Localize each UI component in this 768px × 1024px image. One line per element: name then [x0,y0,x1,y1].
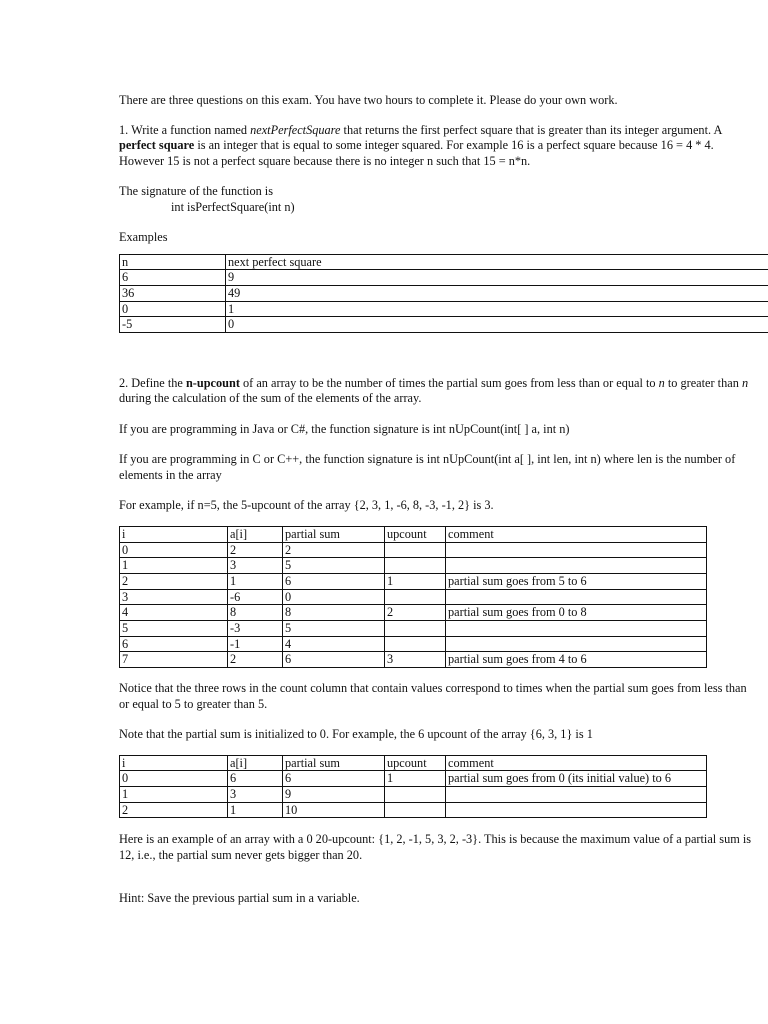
table-cell [385,558,446,574]
table-header-cell: i [120,755,228,771]
table-cell: 2 [283,542,385,558]
table-header-cell: partial sum [283,526,385,542]
q1-text-b: that returns the first perfect square that is greater than its integer argument. A [340,122,722,137]
table-cell: 10 [283,802,385,818]
table-cell: 6 [228,771,283,787]
q1-text-a: 1. Write a function named [119,122,251,137]
table-header-cell: n [120,254,226,270]
table-cell: -5 [120,317,226,333]
q2-example2-text: Here is an example of an array with a 0 20-upcount: {1, 2, -1, 5, 3, 2, -3}. This is because the maximum value of a partial sum is 12, i.e., the partial sum never gets bigger than 20. [119,832,752,862]
table-cell [446,589,707,605]
q2-cpp-signature: If you are programming in C or C++, the function signature is int nUpCount(int a[ ], int len, int n) where len is the number of elements in the array [119,452,736,482]
table-cell: 2 [228,542,283,558]
q2-n-var: n [741,375,749,390]
table-row [120,589,707,605]
q2-upcount-table [119,526,707,668]
q1-text-c: is an integer that is equal to some integer squared. For example 16 is a perfect square because 16 = 4 * 4. However 15 is not a perfect square because there is no integer n such that 15 = n*n. [119,138,714,168]
q1-function-name: nextPerfectSquare [250,122,341,137]
table-cell: 1 [120,558,228,574]
table-cell: 2 [120,802,228,818]
table-cell [385,542,446,558]
q1-signature: int isPerfectSquare(int n) [171,199,295,214]
q1-term: perfect square [119,138,195,152]
table-cell: 5 [283,558,385,574]
table-cell: 8 [228,605,283,621]
table-cell: 0 [226,317,768,333]
table-cell: 1 [385,574,446,590]
table-cell: 36 [120,285,226,301]
table-cell: 2 [385,605,446,621]
table-header-cell: partial sum [283,755,385,771]
q2-description [119,376,759,407]
q2-text-d: during the calculation of the sum of the elements of the array. [119,391,422,406]
table-header-cell: upcount [385,526,446,542]
table-cell [385,589,446,605]
table-cell [446,542,707,558]
table-row [120,301,768,317]
table-cell: 3 [228,558,283,574]
q1-signature-intro: The signature of the function is [119,184,274,198]
q2-text-c: to greater than [664,375,742,390]
q2-term: n-upcount [185,375,240,390]
table-row [120,542,707,558]
table-header-cell: next perfect square [226,254,768,270]
table-row [120,771,707,787]
q2-note-text: Note that the partial sum is initialized to 0. For example, the 6 upcount of the array {6, 3, 1} is 1 [119,727,593,742]
table-cell: 6 [120,270,226,286]
table-cell: 0 [120,542,228,558]
table-cell: 2 [228,652,283,668]
table-cell: 7 [120,652,228,668]
table-cell: partial sum goes from 4 to 6 [446,652,707,668]
table-cell: 5 [120,621,228,637]
table-row [120,270,768,286]
table-cell: -3 [228,621,283,637]
table-cell: 4 [283,636,385,652]
table-row [120,787,707,803]
table-cell: 0 [283,589,385,605]
table-cell: 1 [228,802,283,818]
intro-text: There are three questions on this exam. You have two hours to complete it. Please do your own work. [119,93,618,107]
table-header-cell: comment [446,526,707,542]
q2-example-table [119,755,707,819]
table-row [120,652,707,668]
table-cell: 0 [120,301,226,317]
table-cell: 6 [283,574,385,590]
q2-hint-text: Hint: Save the previous partial sum in a variable. [119,891,360,906]
table-header-cell: a[i] [228,755,283,771]
table-cell: 49 [226,285,768,301]
table-cell: partial sum goes from 5 to 6 [446,574,707,590]
q1-examples-label: Examples [119,230,168,244]
table-cell: 6 [120,636,228,652]
table-cell [446,558,707,574]
table-cell: 4 [120,605,228,621]
table-cell: 5 [283,621,385,637]
table-header-row [120,526,707,542]
table-cell: 1 [120,787,228,803]
table-cell [446,787,707,803]
table-row [120,636,707,652]
table-cell [446,802,707,818]
q2-example-text: For example, if n=5, the 5-upcount of the array {2, 3, 1, -6, 8, -3, -1, 2} is 3. [119,498,494,513]
table-cell: 9 [226,270,768,286]
q1-description [119,123,759,170]
table-row [120,558,707,574]
table-cell: 6 [283,652,385,668]
table-cell: 6 [283,771,385,787]
table-cell: -1 [228,636,283,652]
table-header-cell: upcount [385,755,446,771]
q2-text-a: 2. Define the [119,375,186,390]
q2-text-b: of an array to be the number of times the partial sum goes from less than or equal to [239,375,659,390]
table-header-cell: a[i] [228,526,283,542]
q2-notice-text: Notice that the three rows in the count column that contain values correspond to times when the partial sum goes from less than or equal to 5 to greater than 5. [119,681,747,711]
table-header-cell: comment [446,755,707,771]
table-cell [385,636,446,652]
table-header-row [120,254,768,270]
table-row [120,574,707,590]
table-row [120,802,707,818]
table-cell [385,621,446,637]
table-cell: 8 [283,605,385,621]
table-row [120,605,707,621]
table-cell: -6 [228,589,283,605]
table-row [120,285,768,301]
table-cell: 0 [120,771,228,787]
table-cell: 1 [228,574,283,590]
table-cell [385,802,446,818]
table-cell: 9 [283,787,385,803]
table-cell [446,621,707,637]
table-cell: 3 [120,589,228,605]
table-row [120,621,707,637]
table-cell: 3 [228,787,283,803]
table-cell: 1 [226,301,768,317]
table-cell: partial sum goes from 0 to 8 [446,605,707,621]
table-cell: partial sum goes from 0 (its initial value) to 6 [446,771,707,787]
q1-examples-table [119,254,768,333]
table-header-cell: i [120,526,228,542]
table-cell: 2 [120,574,228,590]
exam-page [119,93,759,907]
q2-java-signature: If you are programming in Java or C#, the function signature is int nUpCount(int[ ] a, int n) [119,421,570,436]
table-cell [385,787,446,803]
table-header-row [120,755,707,771]
table-cell [446,636,707,652]
q2-n-var: n [658,375,665,390]
table-row [120,317,768,333]
table-cell: 3 [385,652,446,668]
table-cell: 1 [385,771,446,787]
